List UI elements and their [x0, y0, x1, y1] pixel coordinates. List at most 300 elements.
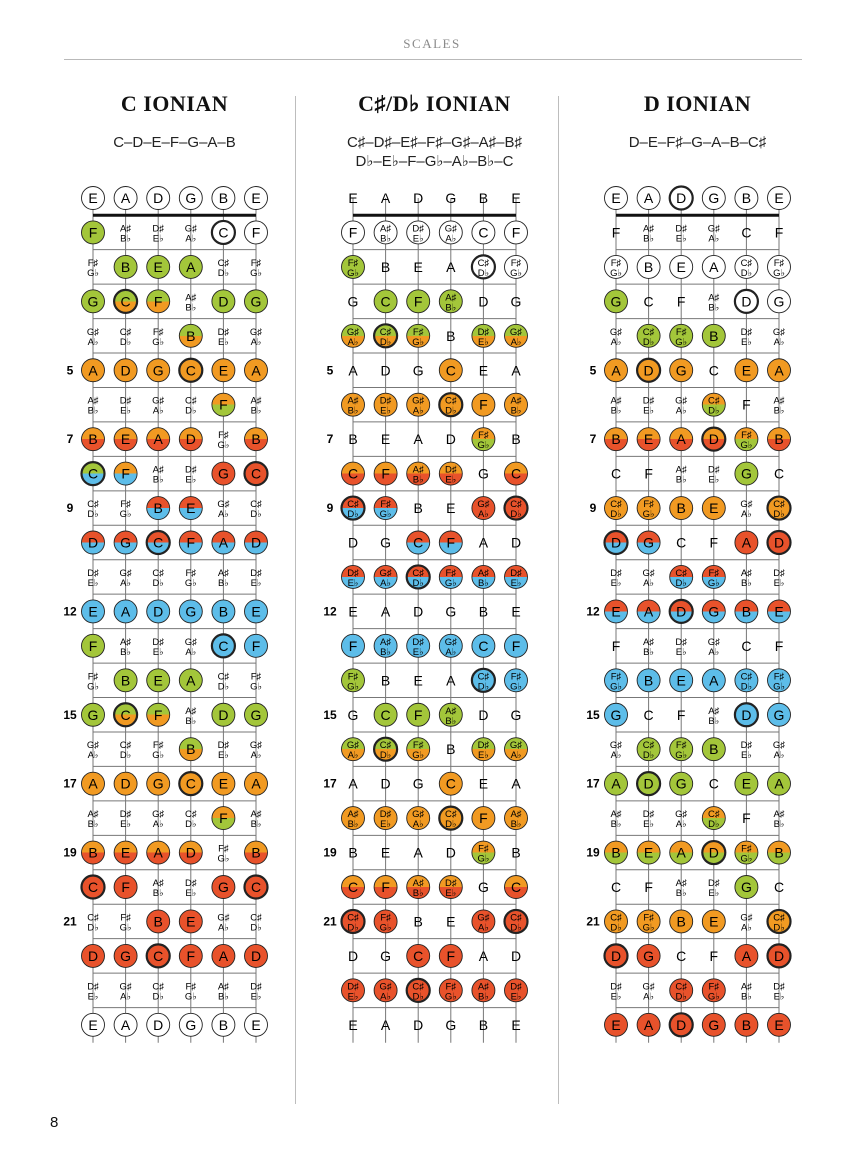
- note-a-sharp: [153, 465, 164, 486]
- svg-text:E: E: [446, 913, 456, 930]
- svg-text:E♭: E♭: [610, 991, 622, 1003]
- svg-text:D♭: D♭: [610, 509, 622, 521]
- svg-text:A♯: A♯: [347, 395, 359, 407]
- svg-text:B: B: [774, 844, 784, 861]
- svg-text:C♯: C♯: [184, 809, 197, 821]
- note-f: [439, 531, 462, 554]
- svg-text:G: G: [740, 465, 752, 482]
- svg-text:C: C: [87, 879, 99, 895]
- note-f: [212, 807, 235, 830]
- svg-text:G♭: G♭: [184, 577, 197, 589]
- svg-text:F♯: F♯: [445, 567, 457, 579]
- svg-text:E: E: [218, 775, 229, 792]
- note-f-sharp: [702, 565, 725, 589]
- svg-text:G: G: [152, 362, 164, 379]
- note-b: [637, 255, 660, 278]
- svg-text:A♯: A♯: [773, 395, 785, 407]
- svg-text:E: E: [186, 913, 196, 930]
- svg-text:G♯: G♯: [477, 499, 490, 511]
- svg-text:E♭: E♭: [708, 888, 720, 899]
- note-a: [381, 603, 391, 619]
- svg-text:A♯: A♯: [773, 809, 785, 821]
- note-c-sharp: [670, 979, 693, 1003]
- svg-text:G♯: G♯: [609, 326, 623, 338]
- svg-text:A♯: A♯: [152, 878, 164, 889]
- note-a-sharp: [708, 706, 719, 727]
- svg-text:G♭: G♭: [510, 681, 522, 693]
- svg-text:B♭: B♭: [708, 715, 720, 727]
- svg-text:A: A: [478, 947, 489, 964]
- svg-text:A♯: A♯: [610, 809, 622, 821]
- svg-text:A: A: [774, 362, 784, 379]
- note-d: [147, 600, 170, 623]
- note-g-sharp: [773, 327, 785, 348]
- note-e: [245, 600, 268, 623]
- svg-text:C: C: [445, 362, 456, 379]
- svg-text:D♯: D♯: [642, 809, 655, 821]
- svg-text:E: E: [611, 190, 621, 206]
- note-b: [414, 913, 423, 929]
- svg-text:F♯: F♯: [675, 326, 687, 338]
- svg-text:G♭: G♭: [87, 267, 99, 279]
- svg-text:E♭: E♭: [217, 336, 229, 348]
- svg-text:A♭: A♭: [185, 646, 197, 658]
- note-b: [147, 497, 170, 520]
- svg-text:D: D: [380, 362, 391, 379]
- svg-text:F: F: [676, 706, 686, 723]
- svg-text:C: C: [741, 224, 752, 241]
- note-g-sharp: [708, 223, 720, 244]
- svg-text:G♭: G♭: [477, 440, 490, 452]
- svg-text:E♭: E♭: [380, 405, 392, 417]
- svg-text:G: G: [510, 293, 522, 310]
- fret-number: 21: [63, 914, 77, 929]
- svg-text:A: A: [186, 672, 196, 689]
- note-d: [381, 362, 391, 378]
- svg-text:G♭: G♭: [477, 853, 490, 865]
- note-a: [381, 190, 391, 206]
- svg-text:C: C: [347, 879, 359, 895]
- svg-text:D♯: D♯: [184, 464, 197, 476]
- note-a-sharp: [120, 637, 131, 658]
- note-g: [768, 290, 791, 313]
- svg-text:A: A: [153, 431, 163, 448]
- svg-text:E: E: [741, 775, 752, 792]
- svg-text:C♯: C♯: [87, 912, 99, 924]
- svg-text:G♭: G♭: [347, 267, 359, 279]
- svg-text:G♭: G♭: [510, 267, 522, 279]
- note-a-sharp: [505, 393, 528, 417]
- svg-text:G: G: [380, 534, 392, 551]
- note-g: [82, 290, 105, 313]
- note-g-sharp: [439, 634, 462, 658]
- note-g: [380, 948, 391, 964]
- note-d-sharp: [505, 565, 528, 589]
- note-g: [82, 703, 105, 726]
- note-a-sharp: [439, 290, 462, 314]
- svg-text:A: A: [251, 775, 261, 792]
- svg-text:G♭: G♭: [379, 922, 392, 934]
- note-c: [245, 876, 268, 899]
- note-c-sharp: [670, 565, 693, 589]
- note-g-sharp: [374, 565, 397, 589]
- svg-text:D♭: D♭: [87, 509, 99, 521]
- svg-text:C: C: [218, 637, 229, 654]
- svg-text:C: C: [643, 706, 654, 723]
- svg-text:C♯: C♯: [740, 257, 753, 269]
- svg-text:D♭: D♭: [708, 819, 720, 831]
- note-e: [381, 431, 390, 447]
- note-f-sharp: [342, 669, 365, 693]
- svg-text:G: G: [185, 603, 197, 620]
- svg-text:F: F: [186, 947, 196, 964]
- svg-text:C♯: C♯: [87, 499, 99, 511]
- note-a-sharp: [610, 809, 621, 830]
- note-e: [605, 600, 628, 623]
- note-d-sharp: [708, 465, 720, 486]
- svg-text:B: B: [413, 913, 423, 930]
- note-d-sharp: [120, 809, 132, 830]
- note-a: [605, 772, 628, 795]
- svg-text:G♭: G♭: [773, 267, 785, 279]
- note-a: [245, 772, 268, 795]
- note-d-sharp: [374, 807, 397, 831]
- note-g: [478, 879, 489, 895]
- svg-text:G: G: [347, 293, 359, 310]
- svg-text:A: A: [741, 534, 752, 551]
- svg-text:B♭: B♭: [445, 715, 457, 727]
- svg-text:A: A: [643, 603, 654, 620]
- svg-text:G♯: G♯: [217, 499, 230, 511]
- svg-text:F: F: [88, 224, 98, 241]
- fret-number: 7: [326, 432, 334, 447]
- note-b: [511, 431, 520, 447]
- svg-text:A♯: A♯: [250, 395, 262, 407]
- svg-text:A♭: A♭: [510, 750, 522, 762]
- svg-text:A: A: [511, 775, 521, 792]
- svg-text:F♯: F♯: [708, 981, 720, 993]
- svg-text:G: G: [643, 947, 655, 964]
- svg-text:F: F: [676, 293, 686, 310]
- note-d: [446, 431, 456, 447]
- svg-text:A: A: [88, 362, 98, 379]
- note-a: [479, 948, 489, 964]
- note-c-sharp: [87, 912, 99, 933]
- svg-text:D♯: D♯: [675, 223, 688, 235]
- svg-text:B♭: B♭: [380, 233, 392, 245]
- note-b: [212, 1013, 235, 1036]
- svg-text:D♯: D♯: [477, 740, 490, 752]
- note-c-sharp: [152, 981, 164, 1002]
- fret-number: 5: [66, 363, 74, 378]
- svg-text:G♯: G♯: [675, 809, 688, 821]
- svg-text:B: B: [120, 672, 131, 689]
- svg-text:F: F: [742, 810, 751, 827]
- note-a: [348, 776, 358, 792]
- note-a: [735, 531, 758, 554]
- note-b: [670, 497, 693, 520]
- note-e: [114, 428, 137, 451]
- svg-text:B♭: B♭: [87, 819, 99, 831]
- note-e: [446, 913, 455, 929]
- svg-text:F: F: [121, 879, 130, 895]
- note-d-sharp: [152, 637, 164, 658]
- svg-text:G: G: [185, 1016, 197, 1033]
- svg-text:G♯: G♯: [249, 326, 263, 338]
- svg-text:F♯: F♯: [185, 567, 197, 579]
- svg-text:D: D: [380, 775, 391, 792]
- note-d: [702, 841, 725, 864]
- svg-text:B♭: B♭: [643, 233, 655, 245]
- svg-text:C: C: [87, 465, 99, 482]
- note-c-sharp: [505, 497, 528, 521]
- fret-number: 15: [63, 707, 77, 722]
- note-g: [735, 876, 758, 899]
- svg-text:C♯: C♯: [675, 567, 688, 579]
- note-g-sharp: [407, 393, 430, 417]
- svg-text:C♯: C♯: [379, 740, 392, 752]
- svg-text:A♭: A♭: [87, 336, 99, 348]
- svg-text:G♭: G♭: [642, 509, 655, 521]
- note-c: [439, 359, 462, 382]
- note-a-sharp: [610, 396, 621, 417]
- note-f: [677, 707, 686, 723]
- svg-text:C: C: [773, 879, 785, 895]
- note-c-sharp: [407, 979, 430, 1003]
- svg-text:B♭: B♭: [412, 888, 424, 899]
- svg-text:D♯: D♯: [347, 567, 359, 579]
- svg-text:D♭: D♭: [412, 991, 424, 1003]
- fret-number: 17: [586, 776, 600, 791]
- svg-text:D♭: D♭: [642, 750, 655, 762]
- note-a: [446, 259, 456, 275]
- note-d: [179, 841, 202, 864]
- svg-text:D♯: D♯: [152, 223, 165, 235]
- svg-text:E: E: [446, 500, 456, 517]
- svg-text:E: E: [348, 1016, 358, 1033]
- note-g: [147, 772, 170, 795]
- note-e: [605, 187, 628, 210]
- note-d: [245, 944, 268, 967]
- svg-text:G♯: G♯: [152, 395, 165, 407]
- note-d: [670, 600, 693, 623]
- svg-text:E: E: [709, 500, 719, 517]
- svg-text:A♯: A♯: [445, 705, 457, 717]
- svg-text:B: B: [741, 190, 752, 206]
- svg-text:G: G: [610, 293, 622, 310]
- note-a: [348, 362, 358, 378]
- note-d-sharp: [773, 568, 785, 589]
- note-a-sharp: [708, 292, 719, 313]
- svg-text:B♭: B♭: [477, 577, 489, 589]
- svg-text:E♭: E♭: [87, 991, 99, 1003]
- note-f-sharp: [152, 740, 164, 761]
- note-f: [407, 290, 430, 313]
- svg-text:B: B: [218, 1016, 229, 1033]
- note-d-sharp: [675, 637, 687, 658]
- svg-text:C♯: C♯: [119, 326, 132, 338]
- fret-number: 12: [323, 604, 337, 619]
- note-a-sharp: [87, 809, 98, 830]
- note-a: [670, 841, 693, 864]
- note-g-sharp: [185, 637, 197, 658]
- note-c-sharp: [374, 324, 397, 348]
- svg-text:C♯: C♯: [347, 499, 359, 511]
- note-g: [511, 707, 522, 723]
- note-a: [147, 841, 170, 864]
- svg-text:F♯: F♯: [250, 671, 262, 683]
- svg-text:A: A: [413, 431, 423, 448]
- svg-text:B: B: [413, 500, 423, 517]
- svg-text:D: D: [676, 603, 687, 620]
- svg-text:F♯: F♯: [741, 843, 752, 855]
- note-f: [147, 290, 170, 313]
- note-b: [605, 841, 628, 864]
- svg-text:D♯: D♯: [510, 981, 522, 993]
- note-f-sharp: [185, 568, 197, 589]
- note-e: [768, 1013, 791, 1036]
- note-g-sharp: [342, 324, 365, 348]
- svg-text:D: D: [87, 947, 99, 964]
- svg-text:A♯: A♯: [675, 878, 687, 889]
- svg-text:C♯: C♯: [412, 567, 425, 579]
- note-d: [446, 845, 456, 861]
- svg-text:G: G: [152, 775, 164, 792]
- note-a-sharp: [185, 292, 196, 313]
- note-d-sharp: [643, 809, 655, 830]
- svg-text:G♯: G♯: [346, 326, 360, 338]
- note-g-sharp: [152, 809, 164, 830]
- svg-text:D: D: [347, 534, 359, 551]
- note-e: [82, 1013, 105, 1036]
- note-e: [348, 1017, 357, 1033]
- note-b: [735, 600, 758, 623]
- note-b: [768, 428, 791, 451]
- note-a: [479, 535, 489, 551]
- svg-text:C♯: C♯: [444, 809, 457, 821]
- svg-text:A: A: [676, 431, 686, 448]
- note-c-sharp: [250, 912, 262, 933]
- svg-text:G♯: G♯: [642, 567, 655, 579]
- svg-text:B♭: B♭: [152, 474, 164, 486]
- note-c: [676, 535, 686, 551]
- panel-c-ionian: [43, 0, 306, 1100]
- panel-d-ionian: [566, 0, 829, 1100]
- svg-text:A♯: A♯: [87, 395, 99, 407]
- note-d: [348, 535, 358, 551]
- note-g-sharp: [505, 324, 528, 348]
- note-f: [114, 876, 137, 899]
- note-f-sharp: [152, 327, 164, 348]
- svg-text:D♭: D♭: [152, 991, 164, 1003]
- svg-text:B♭: B♭: [217, 991, 229, 1003]
- svg-text:E♭: E♭: [347, 991, 359, 1003]
- note-e: [479, 776, 488, 792]
- svg-text:E: E: [251, 1016, 261, 1033]
- svg-text:D♭: D♭: [445, 819, 457, 831]
- note-b: [348, 431, 357, 447]
- note-e: [511, 603, 520, 619]
- fret-number: 17: [63, 776, 77, 791]
- note-a-sharp: [643, 223, 654, 244]
- note-g-sharp: [120, 981, 132, 1002]
- svg-text:A♭: A♭: [445, 646, 457, 658]
- svg-text:D♯: D♯: [773, 567, 785, 579]
- svg-text:C: C: [218, 224, 229, 241]
- note-c: [342, 462, 365, 485]
- note-a-sharp: [676, 878, 687, 899]
- note-d-sharp: [218, 740, 230, 761]
- svg-text:B: B: [251, 844, 261, 861]
- note-c-sharp: [152, 568, 164, 589]
- svg-text:C: C: [250, 465, 262, 482]
- note-f: [742, 397, 751, 413]
- panel-title: D IONIAN: [643, 91, 752, 116]
- note-a: [511, 776, 521, 792]
- svg-text:B♭: B♭: [510, 819, 522, 831]
- svg-text:G: G: [250, 706, 262, 723]
- svg-text:C: C: [610, 465, 622, 482]
- note-d-sharp: [185, 878, 197, 899]
- svg-text:E: E: [741, 362, 752, 379]
- svg-text:B♭: B♭: [708, 302, 720, 314]
- note-e: [414, 672, 423, 688]
- svg-text:F♯: F♯: [478, 843, 489, 855]
- svg-text:G: G: [347, 706, 359, 723]
- svg-text:A♯: A♯: [412, 464, 424, 476]
- note-d: [768, 944, 791, 967]
- fret-number: 15: [586, 707, 600, 722]
- note-g-sharp: [407, 807, 430, 831]
- note-c: [741, 224, 751, 240]
- svg-text:D♯: D♯: [740, 326, 753, 338]
- svg-text:A♯: A♯: [643, 223, 655, 235]
- note-f: [342, 634, 365, 657]
- svg-text:F♯: F♯: [218, 843, 229, 855]
- svg-text:C: C: [120, 706, 131, 723]
- svg-text:B: B: [511, 844, 521, 861]
- svg-text:G♯: G♯: [740, 912, 753, 924]
- svg-text:E♭: E♭: [152, 646, 164, 658]
- svg-text:G♯: G♯: [346, 740, 360, 752]
- svg-text:G♭: G♭: [773, 681, 785, 693]
- svg-text:F♯: F♯: [380, 912, 391, 924]
- svg-text:F♯: F♯: [120, 912, 131, 924]
- svg-text:F: F: [219, 810, 228, 827]
- note-g: [605, 703, 628, 726]
- svg-text:F♯: F♯: [610, 257, 622, 269]
- note-a: [82, 772, 105, 795]
- svg-text:F: F: [709, 534, 719, 551]
- note-d-sharp: [472, 324, 495, 348]
- note-a-sharp: [374, 634, 397, 658]
- svg-text:G♭: G♭: [152, 336, 165, 348]
- svg-text:B: B: [774, 431, 784, 448]
- svg-text:G♭: G♭: [347, 681, 359, 693]
- svg-text:G: G: [773, 293, 785, 310]
- svg-text:C: C: [153, 947, 164, 964]
- svg-text:F♯: F♯: [347, 257, 359, 269]
- note-f: [612, 638, 621, 654]
- note-c: [114, 703, 137, 726]
- note-c: [676, 948, 686, 964]
- svg-text:G♯: G♯: [675, 395, 688, 407]
- svg-text:C♯: C♯: [152, 567, 165, 579]
- svg-text:A♭: A♭: [477, 922, 489, 934]
- note-f-sharp: [472, 841, 495, 865]
- note-e: [479, 362, 488, 378]
- fret-number: 7: [66, 432, 74, 447]
